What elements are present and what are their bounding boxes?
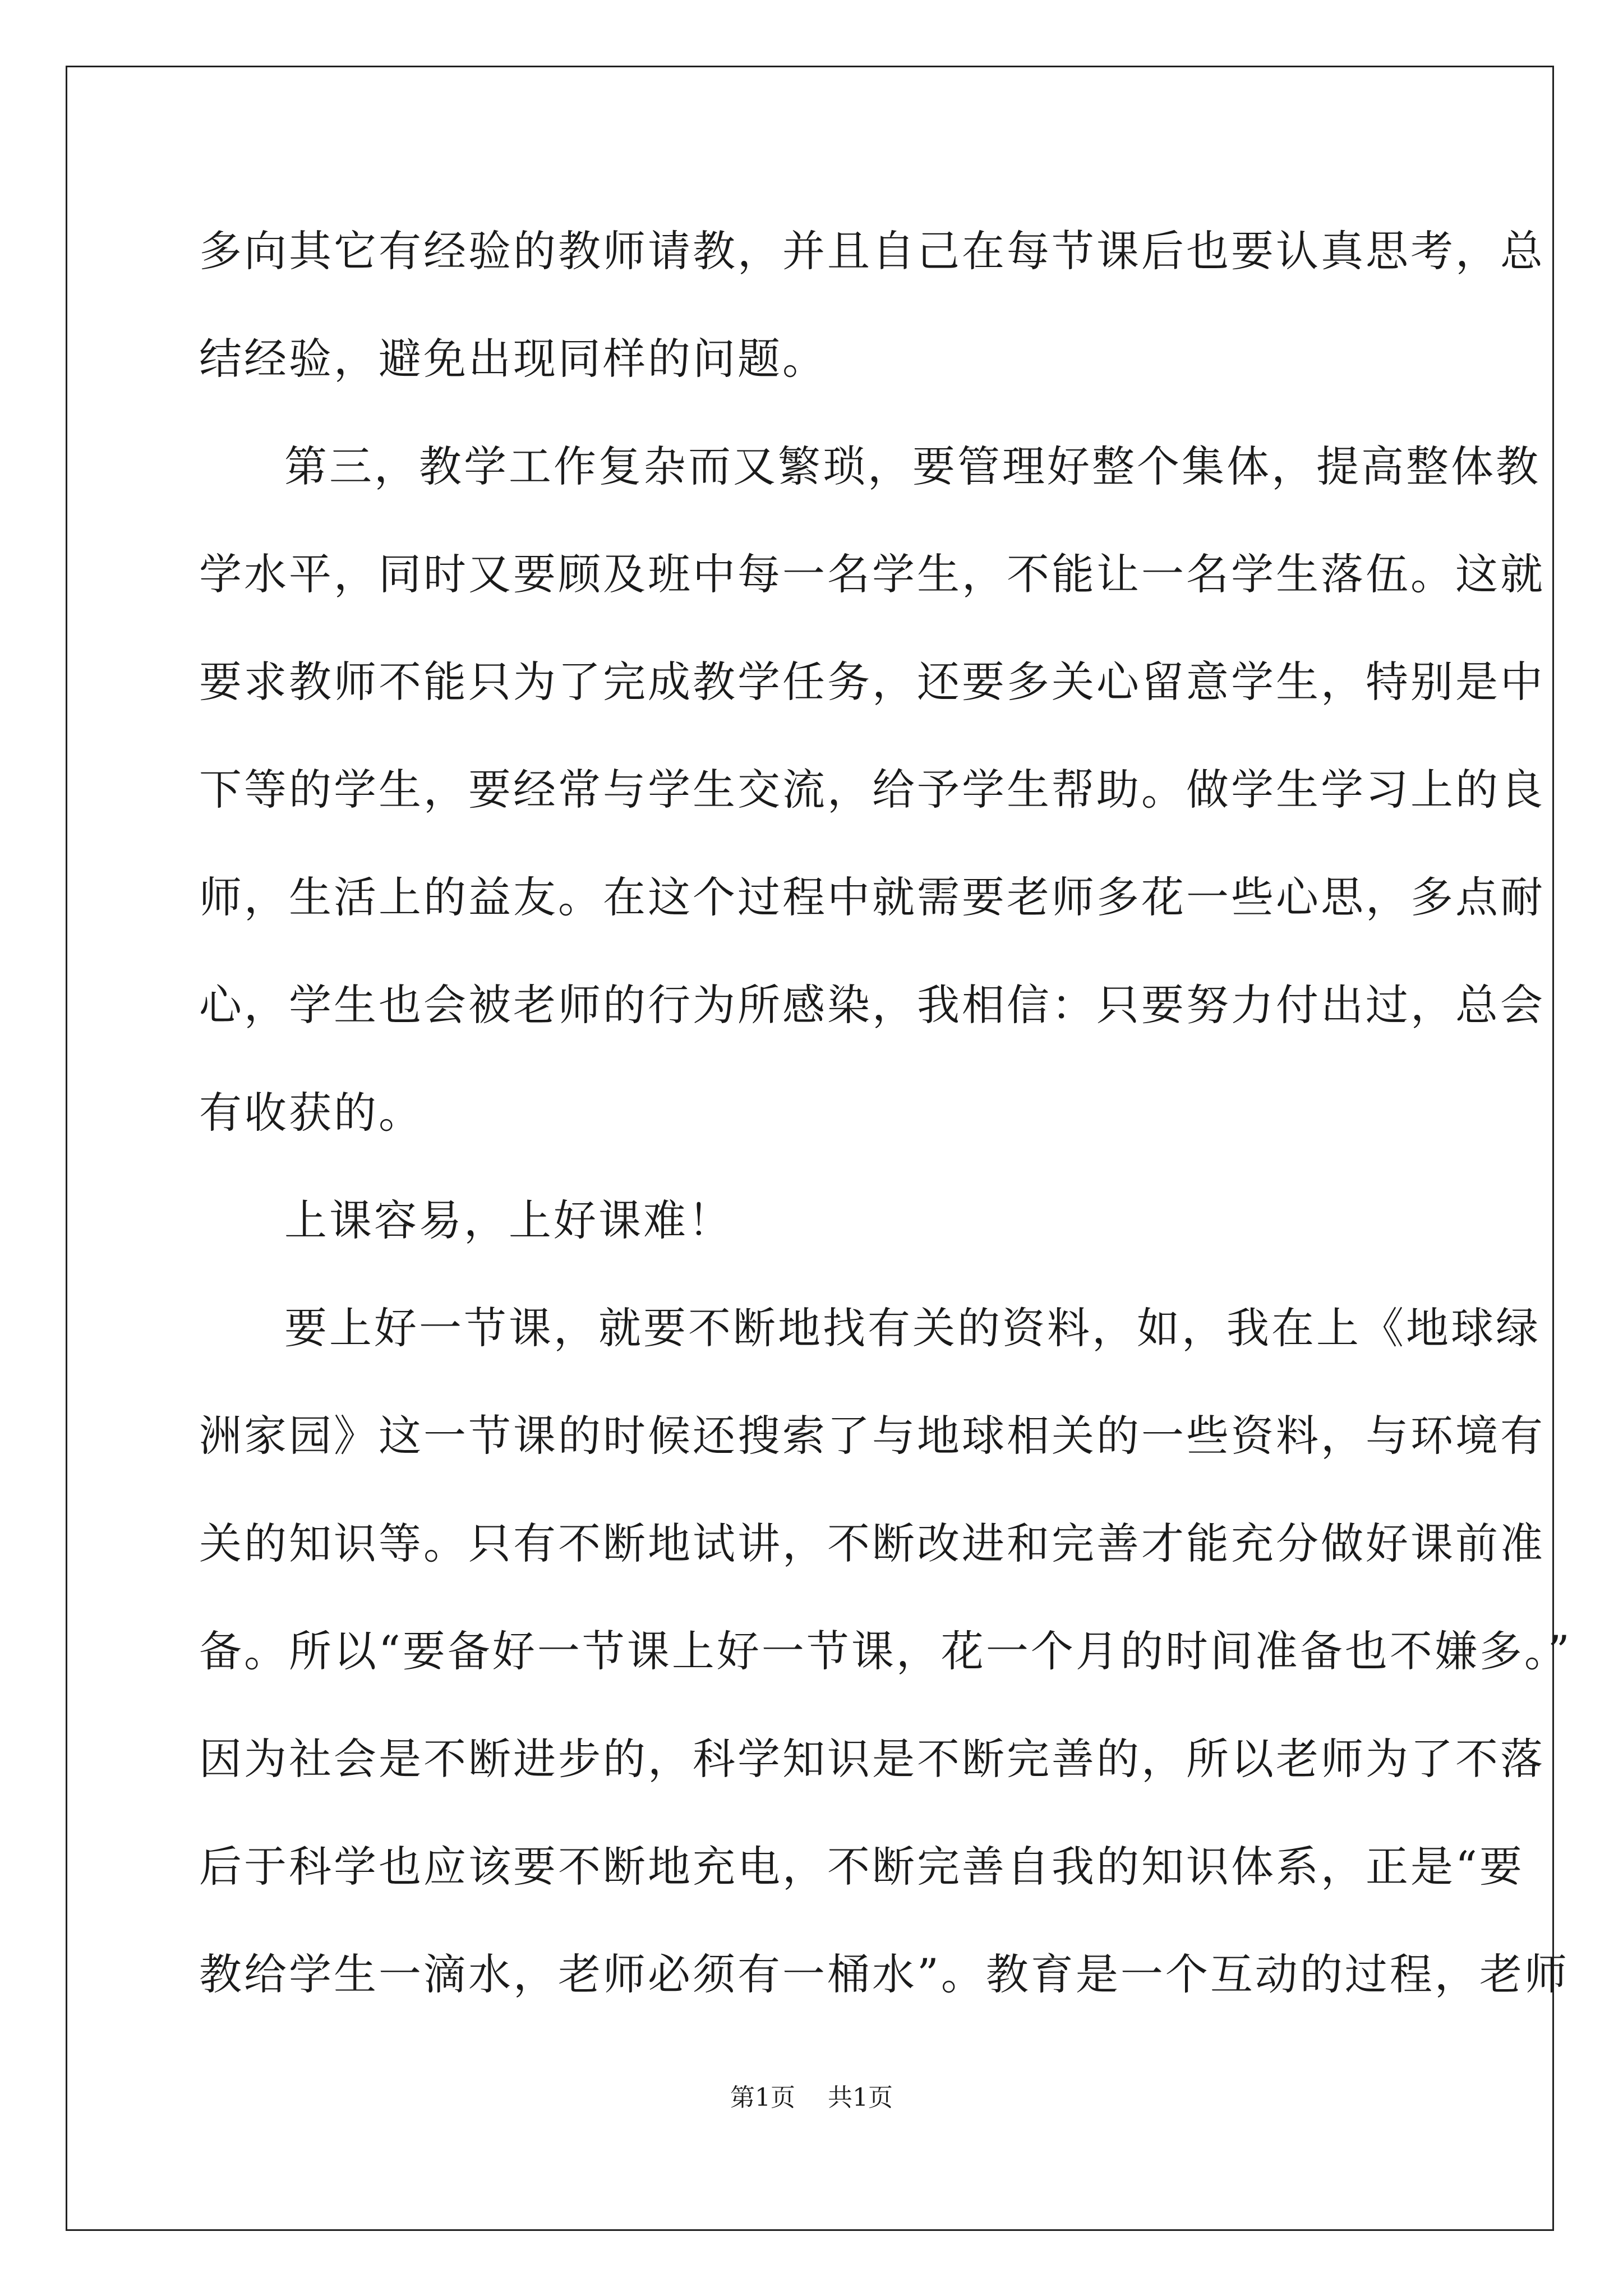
text-line: 教给学生一滴水，老师必须有一桶水”。教育是一个互动的过程，老师 (199, 1949, 1569, 1999)
text-line: 要求教师不能只为了完成教学任务，还要多关心留意学生，特别是中 (199, 657, 1545, 707)
paragraph-start: 第三，教学工作复杂而又繁琐，要管理好整个集体，提高整体教 (284, 441, 1541, 491)
page-number-current: 第1页 (730, 2083, 795, 2112)
text-line: 因为社会是不断进步的，科学知识是不断完善的，所以老师为了不落 (199, 1734, 1545, 1784)
paragraph-start: 上课容易，上好课难！ (284, 1195, 733, 1245)
text-line: 备。所以“要备好一节课上好一节课，花一个月的时间准备也不嫌多。” (199, 1626, 1572, 1676)
text-line: 心，学生也会被老师的行为所感染，我相信：只要努力付出过，总会 (199, 980, 1545, 1030)
text-line: 结经验，避免出现同样的问题。 (199, 334, 827, 384)
text-line: 有收获的。 (199, 1088, 423, 1138)
text-line: 后于科学也应该要不断地充电，不断完善自我的知识体系，正是“要 (199, 1842, 1524, 1892)
page-number-total: 共1页 (828, 2083, 893, 2112)
document-body (199, 218, 1572, 2049)
text-line: 下等的学生，要经常与学生交流，给予学生帮助。做学生学习上的良 (199, 765, 1545, 815)
page-footer (0, 2081, 1623, 2115)
text-line: 多向其它有经验的教师请教，并且自己在每节课后也要认真思考，总 (199, 226, 1545, 276)
text-line: 关的知识等。只有不断地试讲，不断改进和完善才能充分做好课前准 (199, 1519, 1545, 1568)
text-line: 洲家园》这一节课的时候还搜索了与地球相关的一些资料，与环境有 (199, 1411, 1545, 1461)
text-line: 师，生活上的益友。在这个过程中就需要老师多花一些心思，多点耐 (199, 872, 1545, 922)
paragraph-start: 要上好一节课，就要不断地找有关的资料，如，我在上《地球绿 (284, 1303, 1541, 1353)
text-line: 学水平，同时又要顾及班中每一名学生，不能让一名学生落伍。这就 (199, 549, 1545, 599)
